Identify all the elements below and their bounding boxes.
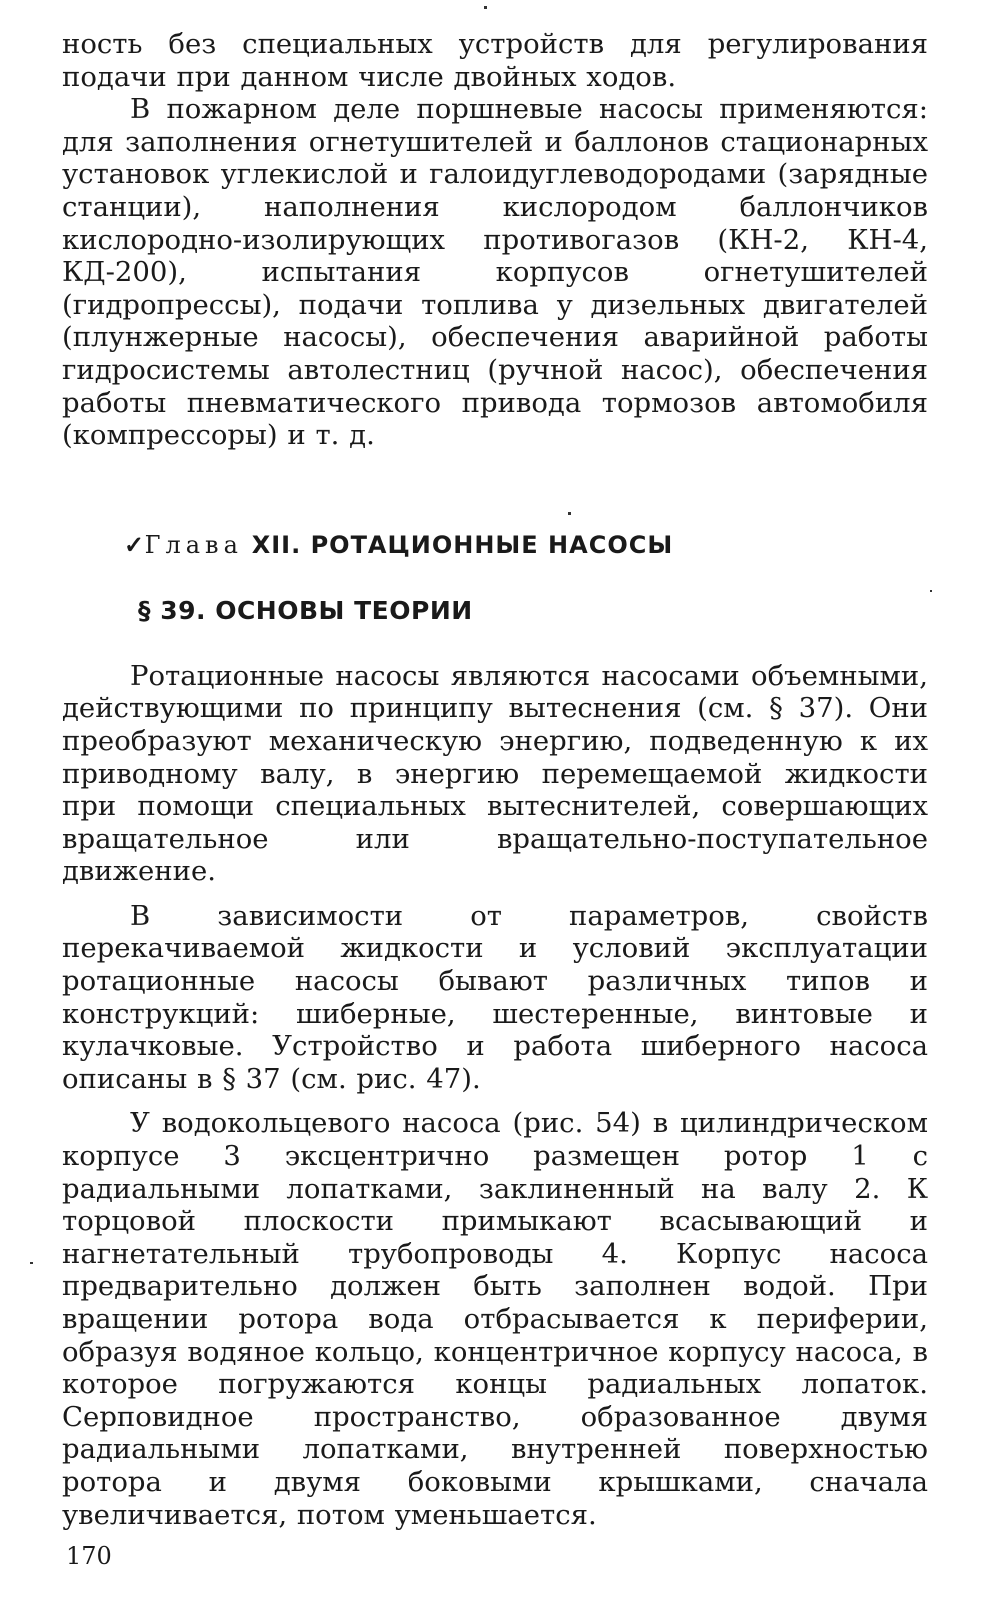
scan-speck-right: [930, 590, 932, 592]
paragraph-continuation: ность без специальных устройств для регулирования подачи при данном числе двойных ходов.: [62, 28, 928, 93]
book-page: [62, 28, 928, 1531]
paragraph-water-ring-pump: У водокольцевого насоса (рис. 54) в цилиндрическом корпусе 3 эксцентрично размещен ротор 1 с радиальными лопатками, заклиненный на валу 2. К торцовой плоскости примыкают всасывающий и нагнетательный трубопроводы 4. Корпус насоса предварительно должен быть заполнен водой. При вращении ротора вода отбрасывается к периферии, образуя водяное кольцо, концентричное корпусу насоса, в которое погружаются концы радиальных лопаток. Серповидное пространство, образованное двумя радиальными лопатками, внутренней поверхностью ротора и двумя боковыми крышками, сначала увеличивается, потом уменьшается.: [62, 1107, 928, 1531]
section-heading: § 39. ОСНОВЫ ТЕОРИИ: [138, 595, 473, 625]
paragraph-pump-types: В зависимости от параметров, свойств перекачиваемой жидкости и условий эксплуатации ротационные насосы бывают различных типов и конструкций: шиберные, шестеренные, винтовые и кулачковые. Устройство и работа шиберного насоса описаны в § 37 (см. рис. 47).: [62, 899, 928, 1095]
paragraph-fire-service-pumps: В пожарном деле поршневые насосы применяются: для заполнения огнетушителей и баллонов стационарных установок углекислой и галоидуглеводородами (зарядные станции), наполнения кислородом баллончиков кислородно-изолирующих противогазов (КН-2, КН-4, КД-200), испытания корпусов огнетушителей (гидропрессы), подачи топлива у дизельных двигателей (плунжерные насосы), обеспечения аварийной работы гидросистемы автолестниц (ручной насос), обеспечения работы пневматического привода тормозов автомобиля (компрессоры) и т. д.: [62, 93, 928, 452]
scan-speck-top: [484, 6, 487, 9]
chapter-heading: [62, 530, 928, 560]
page-number: 170: [66, 1542, 112, 1570]
scan-speck-left: [30, 1262, 33, 1264]
scan-speck-middle: [568, 512, 571, 515]
paragraph-rotary-definition: Ротационные насосы являются насосами объемными, действующими по принципу вытеснения (см. § 37). Они преобразуют механическую энергию, подведенную к их приводному валу, в энергию перемещаемой жидкости при помощи специальных вытеснителей, совершающих вращательное или вращательно-поступательное движение.: [62, 659, 928, 888]
chapter-title: XII. РОТАЦИОННЫЕ НАСОСЫ: [251, 530, 674, 559]
chapter-prefix: Глава: [144, 530, 243, 559]
pencil-check-mark: ✓: [124, 529, 145, 559]
